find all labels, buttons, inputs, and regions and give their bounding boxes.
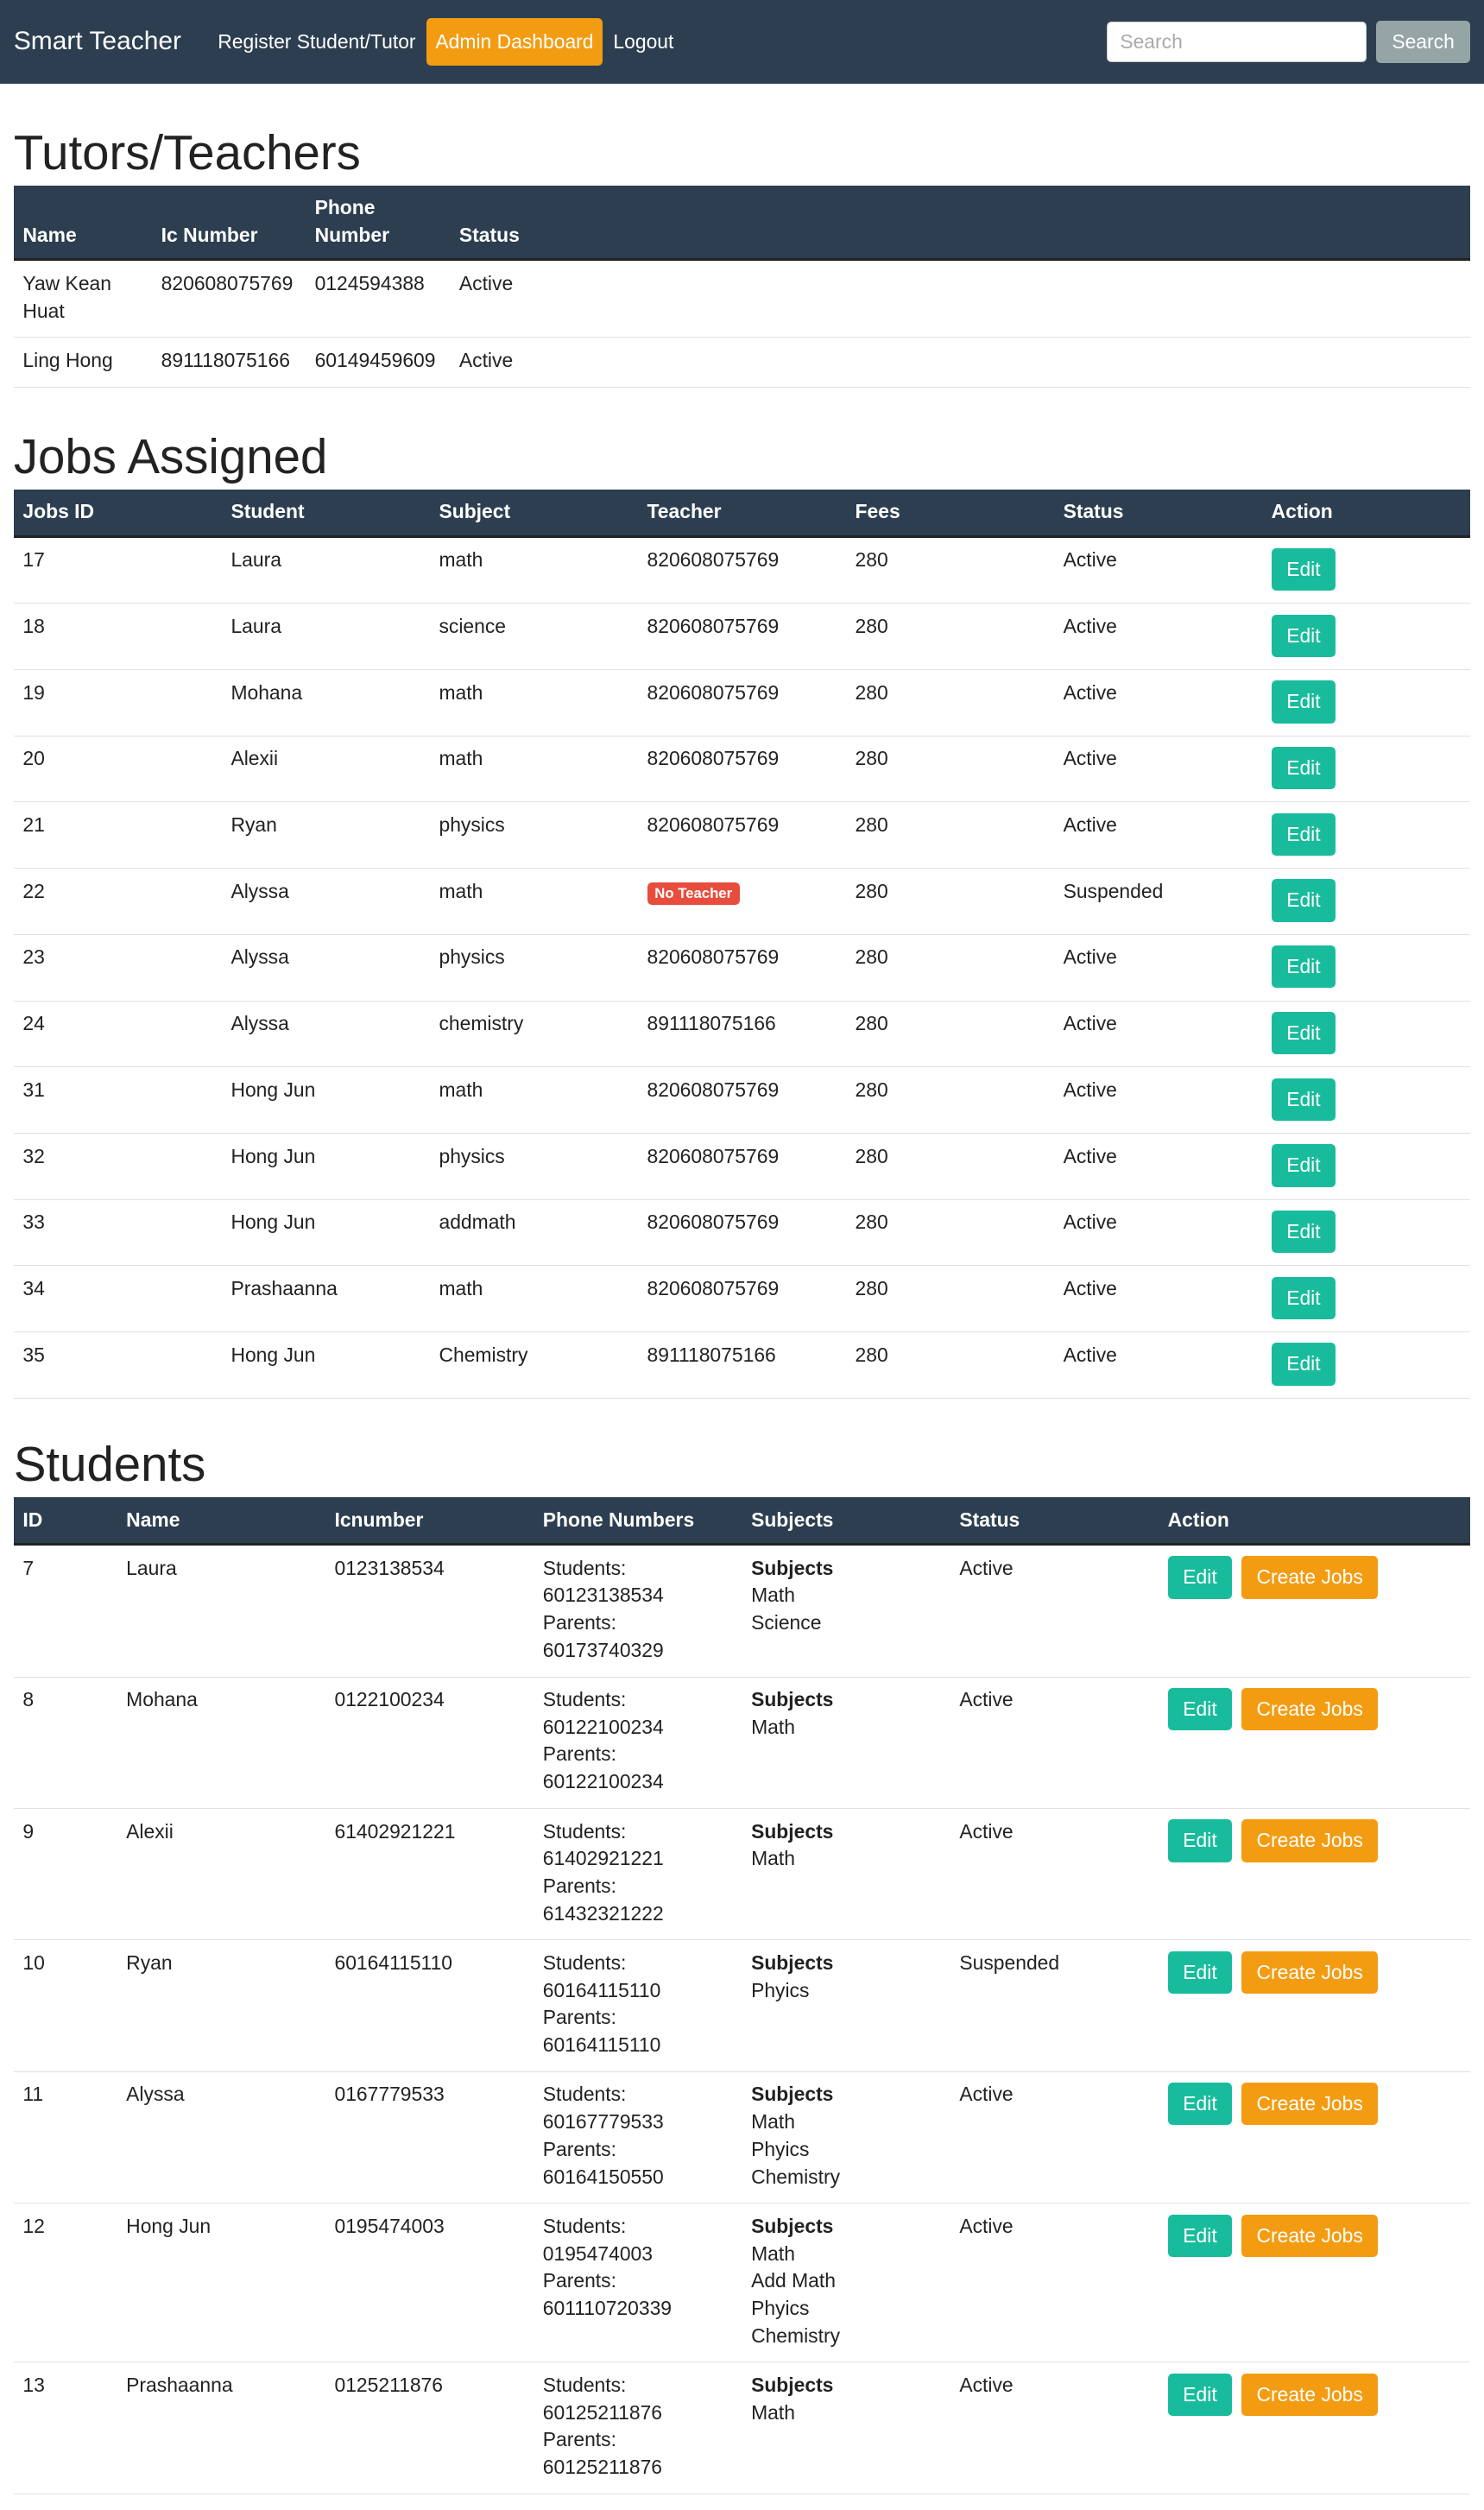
table-cell: Alyssa — [222, 934, 430, 1001]
column-header: Teacher — [638, 490, 846, 536]
student-status: Active — [950, 1808, 1159, 1939]
phone-line: Parents: 60125211876 — [542, 2428, 663, 2479]
student-subjects — [742, 2362, 950, 2494]
action-cell — [1159, 1545, 1470, 1677]
column-header: Subjects — [742, 1497, 950, 1544]
table-cell: Yaw Kean Huat — [14, 260, 152, 338]
subject-item: Math — [751, 2110, 795, 2134]
table-cell — [638, 869, 846, 935]
table-cell: 820608075769 — [638, 1266, 846, 1332]
jobs-title: Jobs Assigned — [13, 429, 328, 484]
table-cell: 820608075769 — [638, 1133, 846, 1199]
phone-line: 60123138534 — [542, 1584, 664, 1607]
table-cell: Alyssa — [222, 1001, 430, 1067]
student-id: 10 — [14, 1940, 117, 2071]
edit-button[interactable]: Edit — [1272, 1012, 1336, 1054]
table-row — [14, 869, 1470, 935]
table-cell: 891118075166 — [638, 1332, 846, 1399]
table-cell: 280 — [846, 1266, 1054, 1332]
student-phone-numbers — [534, 2203, 742, 2362]
table-row — [14, 260, 1470, 338]
student-status: Active — [950, 1677, 1159, 1808]
subjects-heading: Subjects — [751, 1950, 834, 1974]
student-status: Active — [950, 2203, 1159, 2362]
table-cell: 820608075769 — [152, 260, 306, 338]
phone-line: 60164150550 — [542, 2165, 664, 2188]
table-row — [14, 1332, 1470, 1399]
phone-line: Students: — [542, 1950, 627, 1974]
action-cell — [1262, 536, 1470, 604]
table-cell: 820608075769 — [638, 536, 846, 604]
student-phone-numbers — [534, 1808, 742, 1939]
student-phone-numbers — [534, 2071, 742, 2203]
table-cell: Active — [1054, 670, 1262, 737]
table-cell: Chemistry — [430, 1332, 638, 1399]
student-id: 7 — [14, 1545, 117, 1677]
edit-button[interactable]: Edit — [1272, 879, 1336, 921]
edit-button[interactable]: Edit — [1272, 1211, 1336, 1253]
table-cell: 820608075769 — [638, 736, 846, 802]
phone-line: 0195474003 — [542, 2241, 653, 2265]
table-cell: 820608075769 — [638, 1199, 846, 1266]
table-cell: 891118075166 — [152, 338, 306, 387]
phone-line: Parents: — [542, 1611, 616, 1634]
table-cell: physics — [430, 1133, 638, 1199]
phone-line: Parents: — [542, 1742, 616, 1766]
subject-item: Chemistry — [751, 2323, 841, 2347]
table-cell: Hong Jun — [222, 1067, 430, 1134]
table-cell: 820608075769 — [638, 670, 846, 737]
table-row — [14, 802, 1470, 869]
table-cell: science — [430, 604, 638, 670]
subject-item: Math — [751, 2241, 795, 2265]
phone-line: Students: — [542, 1819, 627, 1843]
student-phone-numbers — [534, 1677, 742, 1808]
students-table — [14, 1497, 1470, 2494]
table-cell: 21 — [14, 802, 222, 869]
student-name: Laura — [117, 1545, 325, 1677]
subject-item: Phyics — [751, 2137, 810, 2160]
student-id: 9 — [14, 1808, 117, 1939]
student-name: Mohana — [117, 1677, 325, 1808]
table-row — [14, 2071, 1470, 2203]
no-teacher-badge: No Teacher — [647, 882, 740, 905]
action-cell — [1262, 1001, 1470, 1067]
student-name: Alexii — [117, 1808, 325, 1939]
table-cell: chemistry — [430, 1001, 638, 1067]
table-cell: 60149459609 — [306, 338, 450, 387]
create-jobs-button[interactable]: Create Jobs — [1241, 2374, 1379, 2416]
action-cell — [1262, 670, 1470, 737]
edit-button[interactable]: Edit — [1272, 1078, 1336, 1121]
table-row — [14, 934, 1470, 1001]
column-header: Student — [222, 490, 430, 536]
student-name: Hong Jun — [117, 2203, 325, 2362]
table-cell: 280 — [846, 1133, 1054, 1199]
action-cell — [1159, 1940, 1470, 2071]
action-cell — [1262, 604, 1470, 670]
student-id: 11 — [14, 2071, 117, 2203]
table-cell: 820608075769 — [638, 934, 846, 1001]
table-cell: Active — [1054, 1001, 1262, 1067]
search-button[interactable]: Search — [1376, 21, 1470, 63]
student-phone-numbers — [534, 1545, 742, 1677]
subjects-heading: Subjects — [751, 2214, 834, 2237]
table-cell: 280 — [846, 604, 1054, 670]
table-cell: Suspended — [1054, 869, 1262, 935]
table-cell: 22 — [14, 869, 222, 935]
column-header: Icnumber — [325, 1497, 534, 1544]
student-id: 12 — [14, 2203, 117, 2362]
table-cell: 280 — [846, 802, 1054, 869]
table-row — [14, 1067, 1470, 1134]
table-cell: math — [430, 1266, 638, 1332]
table-cell: math — [430, 670, 638, 737]
edit-button[interactable]: Edit — [1168, 2215, 1233, 2257]
subjects-heading: Subjects — [751, 1819, 834, 1843]
action-cell — [1262, 802, 1470, 869]
table-cell: Active — [1054, 1199, 1262, 1266]
column-header: Action — [1159, 1497, 1470, 1544]
action-cell — [1159, 2362, 1470, 2494]
column-header: Ic Number — [152, 186, 306, 260]
edit-button[interactable]: Edit — [1272, 548, 1336, 591]
table-cell: 280 — [846, 736, 1054, 802]
subjects-heading: Subjects — [751, 1556, 834, 1579]
phone-line: Students: — [542, 1688, 627, 1711]
table-cell: Ryan — [222, 802, 430, 869]
column-header: Jobs ID — [14, 490, 222, 536]
edit-button[interactable]: Edit — [1272, 747, 1336, 789]
student-status: Suspended — [950, 1940, 1159, 2071]
table-cell: Hong Jun — [222, 1332, 430, 1399]
table-cell: Active — [450, 260, 1470, 338]
phone-line: Parents: — [542, 1874, 616, 1897]
table-cell: physics — [430, 802, 638, 869]
edit-button[interactable]: Edit — [1168, 1556, 1233, 1598]
table-row — [14, 736, 1470, 802]
student-icnumber: 0123138534 — [325, 1545, 534, 1677]
phone-line: Parents: — [542, 2269, 616, 2292]
action-cell — [1262, 934, 1470, 1001]
student-name: Alyssa — [117, 2071, 325, 2203]
subject-item: Math — [751, 1584, 795, 1607]
column-header: Status — [450, 186, 1470, 260]
phone-line: Parents: — [542, 2137, 616, 2160]
table-cell: 32 — [14, 1133, 222, 1199]
table-cell: 280 — [846, 1067, 1054, 1134]
action-cell — [1159, 1677, 1470, 1808]
action-cell — [1262, 1133, 1470, 1199]
phone-line: 60122100234 — [542, 1715, 664, 1738]
column-header: Name — [14, 186, 152, 260]
student-icnumber: 0195474003 — [325, 2203, 534, 2362]
student-name: Ryan — [117, 1940, 325, 2071]
action-cell — [1262, 736, 1470, 802]
table-cell: 35 — [14, 1332, 222, 1399]
table-cell: Laura — [222, 604, 430, 670]
table-cell: 820608075769 — [638, 604, 846, 670]
table-row — [14, 1133, 1470, 1199]
student-icnumber: 0167779533 — [325, 2071, 534, 2203]
table-cell: physics — [430, 934, 638, 1001]
tutors-title: Tutors/Teachers — [13, 125, 361, 180]
column-header: Phone Numbers — [534, 1497, 742, 1544]
table-cell: 20 — [14, 736, 222, 802]
table-cell: 891118075166 — [638, 1001, 846, 1067]
table-cell: Active — [1054, 536, 1262, 604]
edit-button[interactable]: Edit — [1168, 1688, 1233, 1730]
table-row — [14, 1940, 1470, 2071]
phone-line: Students: — [542, 1556, 627, 1579]
table-cell: Active — [1054, 1332, 1262, 1399]
table-cell: 820608075769 — [638, 802, 846, 869]
table-cell: 34 — [14, 1266, 222, 1332]
table-cell: 24 — [14, 1001, 222, 1067]
phone-line: 60125211876 — [542, 2400, 663, 2424]
create-jobs-button[interactable]: Create Jobs — [1241, 1819, 1379, 1862]
nav-logout[interactable]: Logout — [613, 30, 674, 54]
table-cell: math — [430, 536, 638, 604]
subject-item: Phyics — [751, 2296, 810, 2319]
column-header: Status — [950, 1497, 1159, 1544]
table-cell: Hong Jun — [222, 1133, 430, 1199]
students-title: Students — [13, 1437, 206, 1492]
table-cell: Active — [1054, 604, 1262, 670]
table-row — [14, 2362, 1470, 2494]
edit-button[interactable]: Edit — [1272, 1144, 1336, 1186]
table-cell: Active — [1054, 736, 1262, 802]
column-header: Name — [117, 1497, 325, 1544]
jobs-table — [14, 490, 1470, 1399]
table-row — [14, 1199, 1470, 1266]
table-cell: 31 — [14, 1067, 222, 1134]
table-cell: 19 — [14, 670, 222, 737]
phone-line: 60173740329 — [542, 1638, 664, 1661]
student-name: Prashaanna — [117, 2362, 325, 2494]
column-header: Subject — [430, 490, 638, 536]
subjects-heading: Subjects — [751, 2374, 834, 2397]
student-id: 13 — [14, 2362, 117, 2494]
student-subjects — [742, 1677, 950, 1808]
table-cell: Active — [1054, 1266, 1262, 1332]
table-cell: Prashaanna — [222, 1266, 430, 1332]
table-row — [14, 2203, 1470, 2362]
table-cell: Active — [1054, 1133, 1262, 1199]
subject-item: Math — [751, 2400, 795, 2424]
table-row — [14, 670, 1470, 737]
subjects-heading: Subjects — [751, 1688, 834, 1711]
table-cell: Active — [1054, 802, 1262, 869]
student-status: Active — [950, 1545, 1159, 1677]
action-cell — [1262, 1199, 1470, 1266]
create-jobs-button[interactable]: Create Jobs — [1241, 1556, 1379, 1598]
nav-register[interactable]: Register Student/Tutor — [218, 30, 416, 54]
table-cell: math — [430, 869, 638, 935]
table-cell: 18 — [14, 604, 222, 670]
edit-button[interactable]: Edit — [1272, 615, 1336, 657]
phone-line: 60122100234 — [542, 1770, 664, 1793]
student-subjects — [742, 2203, 950, 2362]
table-cell: 23 — [14, 934, 222, 1001]
create-jobs-button[interactable]: Create Jobs — [1241, 2215, 1379, 2257]
student-id: 8 — [14, 1677, 117, 1808]
student-subjects — [742, 1940, 950, 2071]
table-cell: 280 — [846, 869, 1054, 935]
table-cell: addmath — [430, 1199, 638, 1266]
table-cell: Active — [450, 338, 1470, 387]
phone-line: 61432321222 — [542, 1901, 664, 1925]
column-header: ID — [14, 1497, 117, 1544]
table-cell: Laura — [222, 536, 430, 604]
table-cell: 33 — [14, 1199, 222, 1266]
table-cell: 280 — [846, 1332, 1054, 1399]
table-row — [14, 1266, 1470, 1332]
student-icnumber: 61402921221 — [325, 1808, 534, 1939]
table-cell: 280 — [846, 670, 1054, 737]
subject-item: Phyics — [751, 1978, 810, 2001]
student-subjects — [742, 1808, 950, 1939]
phone-line: Parents: 60164115110 — [542, 2006, 661, 2057]
student-status: Active — [950, 2071, 1159, 2203]
phone-line: 60167779533 — [542, 2110, 664, 2134]
action-cell — [1262, 1266, 1470, 1332]
student-icnumber: 60164115110 — [325, 1940, 534, 2071]
column-header: Status — [1054, 490, 1262, 536]
table-cell: 280 — [846, 1199, 1054, 1266]
table-cell: 280 — [846, 1001, 1054, 1067]
phone-line: 601110720339 — [542, 2296, 673, 2319]
subject-item: Math — [751, 1847, 795, 1870]
column-header: Fees — [846, 490, 1054, 536]
subject-item: Chemistry — [751, 2165, 841, 2188]
table-cell: 280 — [846, 934, 1054, 1001]
table-row — [14, 338, 1470, 387]
create-jobs-button[interactable]: Create Jobs — [1241, 2083, 1379, 2125]
edit-button[interactable]: Edit — [1272, 1343, 1336, 1385]
subject-item: Math — [751, 1715, 795, 1738]
table-row — [14, 1808, 1470, 1939]
edit-button[interactable]: Edit — [1168, 2374, 1233, 2416]
student-status: Active — [950, 2362, 1159, 2494]
phone-line: 61402921221 — [542, 1847, 664, 1870]
phone-line: Students: — [542, 2083, 627, 2106]
table-cell: Hong Jun — [222, 1199, 430, 1266]
subject-item: Science — [751, 1611, 822, 1634]
table-cell: 280 — [846, 536, 1054, 604]
edit-button[interactable]: Edit — [1272, 945, 1336, 988]
table-row — [14, 1545, 1470, 1677]
student-subjects — [742, 1545, 950, 1677]
edit-button[interactable]: Edit — [1168, 1819, 1233, 1862]
edit-button[interactable]: Edit — [1272, 680, 1336, 723]
subject-item: Add Math — [751, 2269, 836, 2292]
table-cell: 0124594388 — [306, 260, 450, 338]
table-cell: Active — [1054, 934, 1262, 1001]
tutors-table — [14, 186, 1470, 388]
nav-admin-dashboard[interactable]: Admin Dashboard — [426, 18, 603, 66]
table-cell: 17 — [14, 536, 222, 604]
table-cell: Alyssa — [222, 869, 430, 935]
create-jobs-button[interactable]: Create Jobs — [1241, 1688, 1379, 1730]
action-cell — [1159, 2071, 1470, 2203]
student-icnumber: 0125211876 — [325, 2362, 534, 2494]
table-cell: Alexii — [222, 736, 430, 802]
table-row — [14, 536, 1470, 604]
edit-button[interactable]: Edit — [1168, 2083, 1233, 2125]
student-icnumber: 0122100234 — [325, 1677, 534, 1808]
column-header: Action — [1262, 490, 1470, 536]
student-subjects — [742, 2071, 950, 2203]
action-cell — [1159, 1808, 1470, 1939]
table-cell: Ling Hong — [14, 338, 152, 387]
edit-button[interactable]: Edit — [1272, 1277, 1336, 1319]
brand-logo[interactable]: Smart Teacher — [13, 27, 181, 56]
edit-button[interactable]: Edit — [1272, 813, 1336, 856]
column-header: Phone Number — [306, 186, 450, 260]
table-row — [14, 604, 1470, 670]
navbar — [0, 0, 1484, 84]
edit-button[interactable]: Edit — [1168, 1951, 1233, 1994]
table-cell: Active — [1054, 1067, 1262, 1134]
action-cell — [1159, 2203, 1470, 2362]
table-row — [14, 1001, 1470, 1067]
phone-line: Students: — [542, 2214, 627, 2237]
action-cell — [1262, 869, 1470, 935]
table-cell: math — [430, 736, 638, 802]
table-cell: Mohana — [222, 670, 430, 737]
phone-line: Students: — [542, 2374, 627, 2397]
action-cell — [1262, 1332, 1470, 1399]
subjects-heading: Subjects — [751, 2083, 834, 2106]
phone-line: 60164115110 — [542, 1978, 661, 2001]
table-row — [14, 1677, 1470, 1808]
create-jobs-button[interactable]: Create Jobs — [1241, 1951, 1379, 1994]
search-input[interactable] — [1107, 22, 1367, 63]
student-phone-numbers — [534, 2362, 742, 2494]
table-cell: 820608075769 — [638, 1067, 846, 1134]
student-phone-numbers — [534, 1940, 742, 2071]
action-cell — [1262, 1067, 1470, 1134]
table-cell: math — [430, 1067, 638, 1134]
